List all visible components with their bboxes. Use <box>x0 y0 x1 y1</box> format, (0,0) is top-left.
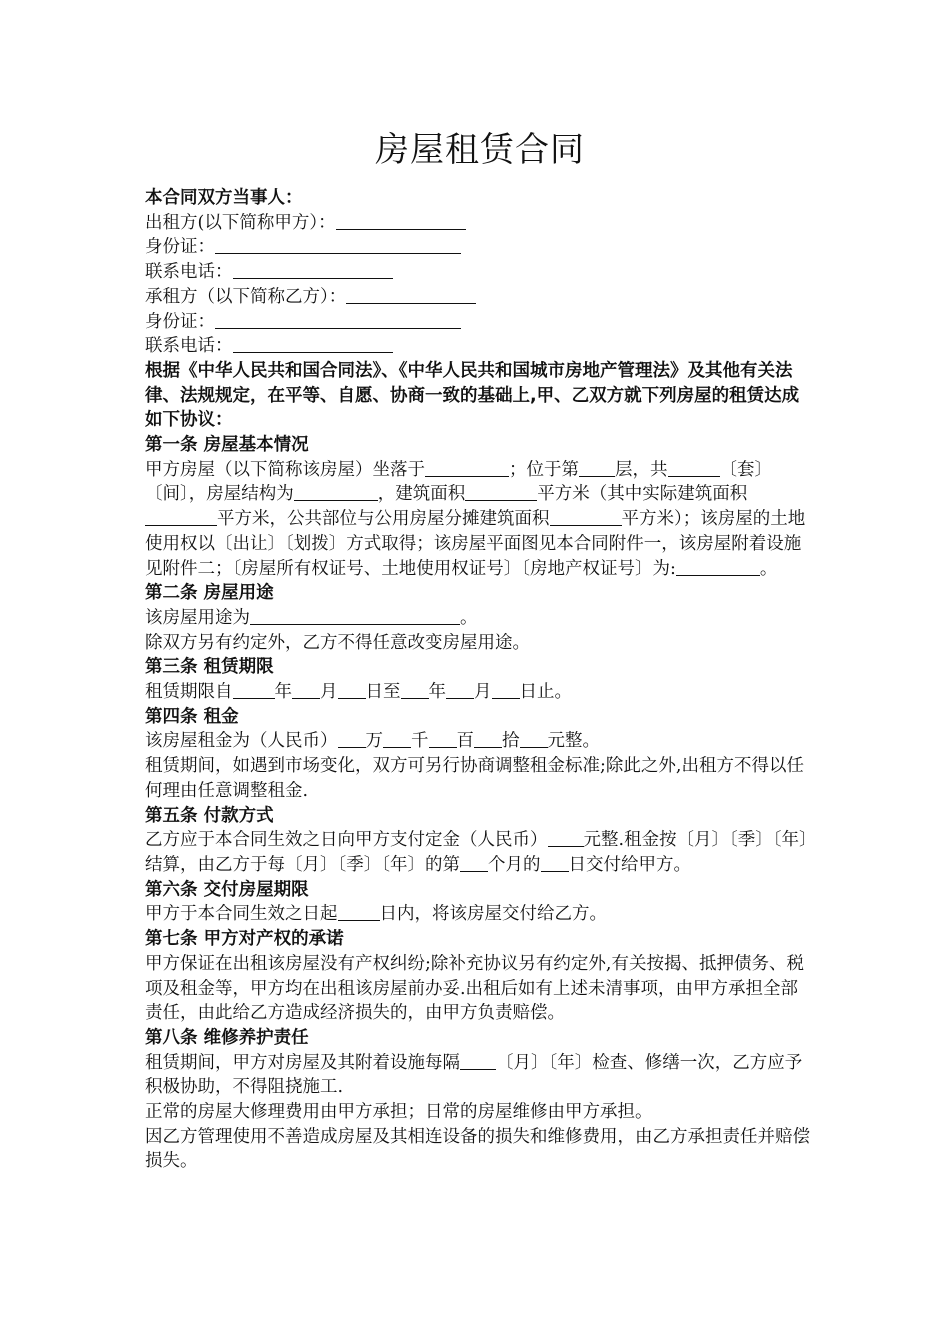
contract-page <box>145 120 815 1174</box>
end-year-blank <box>401 680 429 699</box>
lessor-phone-blank <box>233 260 393 279</box>
a1-text-9: 。 <box>759 558 778 579</box>
article-5-heading: 第五条 付款方式 <box>145 805 274 826</box>
floor-blank <box>579 458 615 477</box>
start-day-blank <box>338 680 366 699</box>
shi-blank <box>474 729 502 748</box>
a1-text-8: 平方米）；该房屋的土地使用权以〔出让〕〔划拨〕方式取得；该房屋平面图见本合同附件一，该房屋附着设施见附件二；〔房屋所有权证号、土地使用权证号〕〔房地产权证号〕为: <box>145 509 806 579</box>
article-8-note-2: 因乙方管理使用不善造成房屋及其相连设备的损失和维修费用，由乙方承担责任并赔偿损失。 <box>145 1126 810 1172</box>
actual-area-blank <box>145 507 217 526</box>
interval-blank <box>460 1051 496 1070</box>
a2-text-1: 该房屋用途为 <box>145 607 250 628</box>
deposit-blank <box>548 828 584 847</box>
article-8-heading: 第八条 维修养护责任 <box>145 1027 309 1048</box>
a6-text-2: 日内，将该房屋交付给乙方。 <box>379 904 607 925</box>
end-month-blank <box>446 680 474 699</box>
a5-text-3: 个月的 <box>488 854 541 875</box>
start-year-blank <box>233 680 275 699</box>
a3-month-1: 月 <box>320 682 338 703</box>
a1-text-2: ；位于第 <box>509 459 579 480</box>
pay-day-blank <box>541 853 569 872</box>
a3-text-1: 租赁期限自 <box>145 682 233 703</box>
a4-yuan: 元整。 <box>547 731 600 752</box>
a3-year-1: 年 <box>274 682 292 703</box>
a3-end: 日止。 <box>519 682 572 703</box>
a4-bai: 百 <box>456 731 474 752</box>
document-title: 房屋租赁合同 <box>375 130 585 170</box>
a6-text-1: 甲方于本合同生效之日起 <box>145 904 338 925</box>
article-6-body <box>145 902 815 927</box>
article-4-heading: 第四条 租金 <box>145 706 239 727</box>
qian-blank <box>383 729 411 748</box>
start-month-blank <box>292 680 320 699</box>
lessor-label: 出租方(以下简称甲方）： <box>145 212 336 233</box>
lessee-phone-line <box>145 334 815 359</box>
delivery-days-blank <box>338 902 380 921</box>
lessee-phone-blank <box>233 334 393 353</box>
a4-wan: 万 <box>365 731 383 752</box>
a1-text-6: 平方米（其中实际建筑面积 <box>537 484 748 505</box>
preamble: 根据《中华人民共和国合同法》、《中华人民共和国城市房地产管理法》及其他有关法律、法规规定，在平等、自愿、协商一致的基础上,甲、乙双方就下列房屋的租赁达成如下协议： <box>145 360 800 431</box>
wan-blank <box>338 729 366 748</box>
a8-text-1: 租赁期间，甲方对房屋及其附着设施每隔 <box>145 1052 460 1073</box>
a5-text-1: 乙方应于本合同生效之日向甲方支付定金（人民币） <box>145 830 548 851</box>
article-8-note-1: 正常的房屋大修理费用由甲方承担；日常的房屋维修由甲方承担。 <box>145 1102 653 1123</box>
article-7-body: 甲方保证在出租该房屋没有产权纠纷;除补充协议另有约定外,有关按揭、抵押债务、税项及租金等，甲方均在出租该房屋前办妥.出租后如有上述未清事项，由甲方承担全部责任，由此给乙方造成经济损失的，由甲方负责赔偿。 <box>145 953 804 1024</box>
a8-text-2: 〔月〕〔年〕检查、修缮一次，乙方应予积极协助，不得阻挠施工. <box>145 1052 803 1098</box>
month-index-blank <box>460 853 488 872</box>
lessor-blank <box>336 211 466 230</box>
a1-text-5: ，建筑面积 <box>377 484 466 505</box>
article-6-heading: 第六条 交付房屋期限 <box>145 879 309 900</box>
structure-blank <box>294 482 378 501</box>
lessor-id-line <box>145 235 815 260</box>
article-3-heading: 第三条 租赁期限 <box>145 657 274 678</box>
a4-text-1: 该房屋租金为（人民币） <box>145 731 338 752</box>
article-2-note: 除双方另有约定外，乙方不得任意改变房屋用途。 <box>145 632 530 653</box>
yuan-blank <box>520 729 548 748</box>
a5-text-4: 日交付给甲方。 <box>568 854 691 875</box>
certificate-blank <box>676 557 760 576</box>
lessee-blank <box>346 285 476 304</box>
article-4-body <box>145 729 815 754</box>
lessor-phone-label: 联系电话： <box>145 262 233 283</box>
article-7-heading: 第七条 甲方对产权的承诺 <box>145 929 344 950</box>
a1-text-3: 层，共 <box>615 459 668 480</box>
lessee-line <box>145 285 815 310</box>
lessee-id-line <box>145 310 815 335</box>
lessee-phone-label: 联系电话： <box>145 336 233 357</box>
a1-text-1: 甲方房屋（以下简称该房屋）坐落于 <box>145 459 425 480</box>
a5-text-2: 元整.租金按〔月〕〔季〕〔年〕结算，由乙方于每〔月〕〔季〕〔年〕的第 <box>145 830 808 875</box>
lessee-id-blank <box>215 310 461 329</box>
usage-blank <box>250 606 460 625</box>
a3-month-2: 月 <box>474 682 492 703</box>
a1-text-4: 〔套〕〔间〕，房屋结构为 <box>145 459 772 505</box>
area-blank <box>465 482 537 501</box>
article-3-body <box>145 680 815 705</box>
total-floors-blank <box>668 458 720 477</box>
article-2-heading: 第二条 房屋用途 <box>145 583 274 604</box>
bai-blank <box>429 729 457 748</box>
lessor-phone-line <box>145 260 815 285</box>
parties-heading: 本合同双方当事人： <box>145 188 303 208</box>
article-5-body <box>145 828 815 877</box>
article-4-note: 租赁期间，如遇到市场变化，双方可另行协商调整租金标准;除此之外,出租方不得以任何理由任意调整租金. <box>145 756 804 801</box>
a3-day-1: 日至 <box>365 682 401 703</box>
lessee-id-label: 身份证： <box>145 311 215 332</box>
shared-area-blank <box>550 507 622 526</box>
end-day-blank <box>492 680 520 699</box>
a4-shi: 拾 <box>502 731 520 752</box>
lessor-id-blank <box>215 235 461 254</box>
a2-text-2: 。 <box>460 607 478 628</box>
lessor-id-label: 身份证： <box>145 237 215 258</box>
lessee-label: 承租方（以下简称乙方）： <box>145 286 347 307</box>
article-1-heading: 第一条 房屋基本情况 <box>145 435 309 456</box>
a1-text-7: 平方米，公共部位与公用房屋分摊建筑面积 <box>217 509 550 530</box>
a3-year-2: 年 <box>428 682 446 703</box>
article-2-body <box>145 606 815 631</box>
lessor-line <box>145 211 815 236</box>
article-1-body <box>145 458 815 582</box>
location-blank <box>425 458 509 477</box>
a4-qian: 千 <box>411 731 429 752</box>
article-8-body <box>145 1051 815 1100</box>
